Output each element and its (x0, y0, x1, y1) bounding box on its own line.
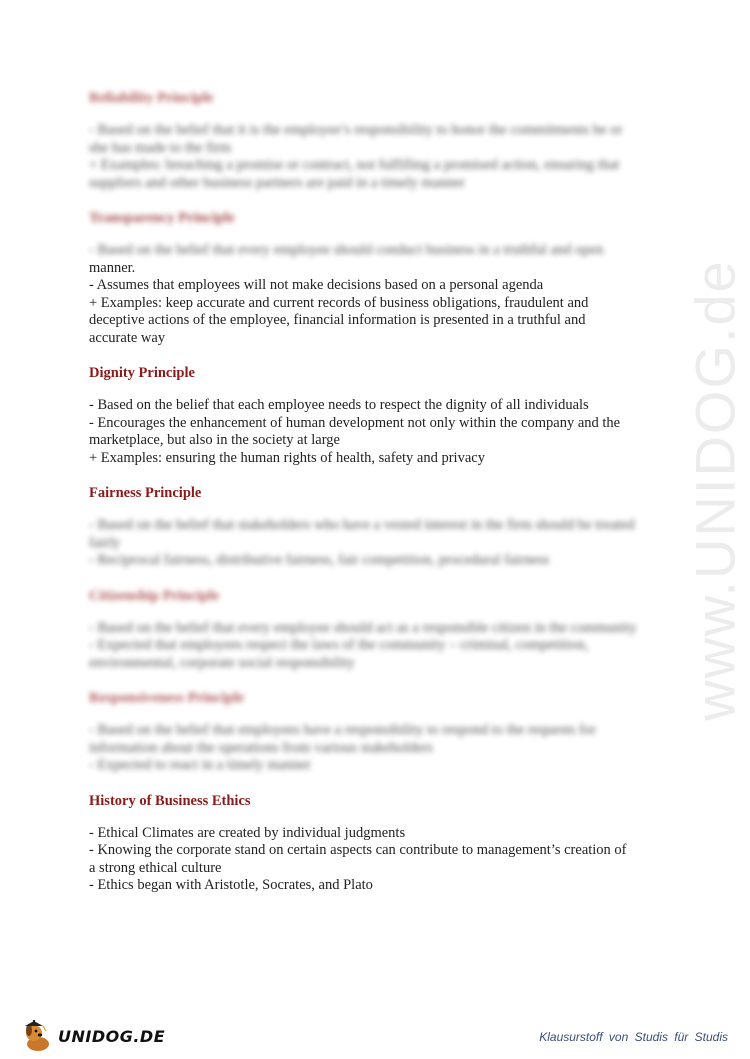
text-line: - Knowing the corporate stand on certain aspects can contribute to management’s creation of (89, 842, 627, 858)
text-line-blurred: - Based on the belief that every employee should conduct business in a truthful and open (89, 242, 604, 258)
text-line: marketplace, but also in the society at large (89, 432, 340, 448)
text-line: - Assumes that employees will not make decisions based on a personal agenda (89, 277, 544, 293)
text-line: - Ethical Climates are created by individual judgments (89, 824, 406, 841)
section-heading: Reliability Principle (89, 90, 214, 106)
section-text (89, 122, 669, 192)
section-heading: Fairness Principle (89, 485, 202, 501)
text-line: - Based on the belief that each employee needs to respect the dignity of all individuals (89, 397, 589, 413)
text-line: deceptive actions of the employee, financial information is presented in a truthful and (89, 312, 586, 328)
text-line: + Examples: breaching a promise or contract, not fulfilling a promised action, ensuring that (89, 157, 620, 173)
text-line: environmental, corporate social responsibility (89, 654, 355, 671)
text-line: - Based on the belief that every employee should act as a responsible citizen in the community (89, 619, 637, 636)
section-text (89, 825, 669, 895)
watermark (660, 250, 750, 730)
section-reliability (89, 88, 669, 192)
section-text (89, 242, 669, 347)
text-line: - Expected that employees respect the laws of the community – criminal, competition, (89, 637, 589, 653)
text-line: she has made to the firm (89, 139, 232, 156)
section-heading: Transparency Principle (89, 210, 235, 226)
section-history (89, 791, 669, 895)
unidog-logo (20, 1015, 170, 1057)
text-line: fairly (89, 534, 121, 551)
text-line: - Ethics began with Aristotle, Socrates, and Plato (89, 877, 373, 893)
section-dignity (89, 363, 669, 467)
section-text (89, 397, 669, 467)
text-line: - Based on the belief that stakeholders who have a vested interest in the firm should be treated (89, 517, 635, 533)
section-heading: History of Business Ethics (89, 792, 251, 809)
text-line: - Reciprocal fairness, distributive fairness, fair competition, procedural fairness (89, 552, 550, 568)
footer-tagline: Klausurstoff von Studis für Studis (539, 1030, 728, 1044)
dog-mascot-icon (20, 1018, 56, 1054)
text-line: accurate way (89, 329, 166, 346)
section-responsiveness (89, 688, 669, 775)
section-text (89, 620, 669, 673)
section-text (89, 722, 669, 775)
section-transparency (89, 208, 669, 347)
text-line: - Based on the belief that employees have a responsibility to respond to the requests for (89, 722, 596, 738)
section-text (89, 517, 669, 570)
text-line: + Examples: ensuring the human rights of health, safety and privacy (89, 449, 485, 466)
text-line: a strong ethical culture (89, 859, 222, 876)
watermark-text: www.UNIDOG.de (683, 259, 747, 721)
document-body (89, 88, 669, 911)
text-line: manner. (89, 259, 136, 276)
text-line: suppliers and other business partners are paid in a timely manner (89, 174, 466, 191)
text-line: - Expected to react in a timely manner (89, 757, 311, 773)
section-heading: Responsiveness Principle (89, 690, 245, 706)
section-heading: Dignity Principle (89, 365, 195, 381)
section-heading: Citizenship Principle (89, 587, 220, 604)
text-line: - Encourages the enhancement of human development not only within the company and the (89, 414, 621, 431)
section-citizenship (89, 586, 669, 673)
text-line: + Examples: keep accurate and current records of business obligations, fraudulent and (89, 294, 589, 311)
text-line: information about the operations from various stakeholders (89, 739, 433, 756)
text-line: - Based on the belief that it is the employee’s responsibility to honor the commitments he or (89, 122, 623, 138)
logo-text: UNIDOG.DE (58, 1026, 166, 1046)
section-fairness (89, 483, 669, 570)
